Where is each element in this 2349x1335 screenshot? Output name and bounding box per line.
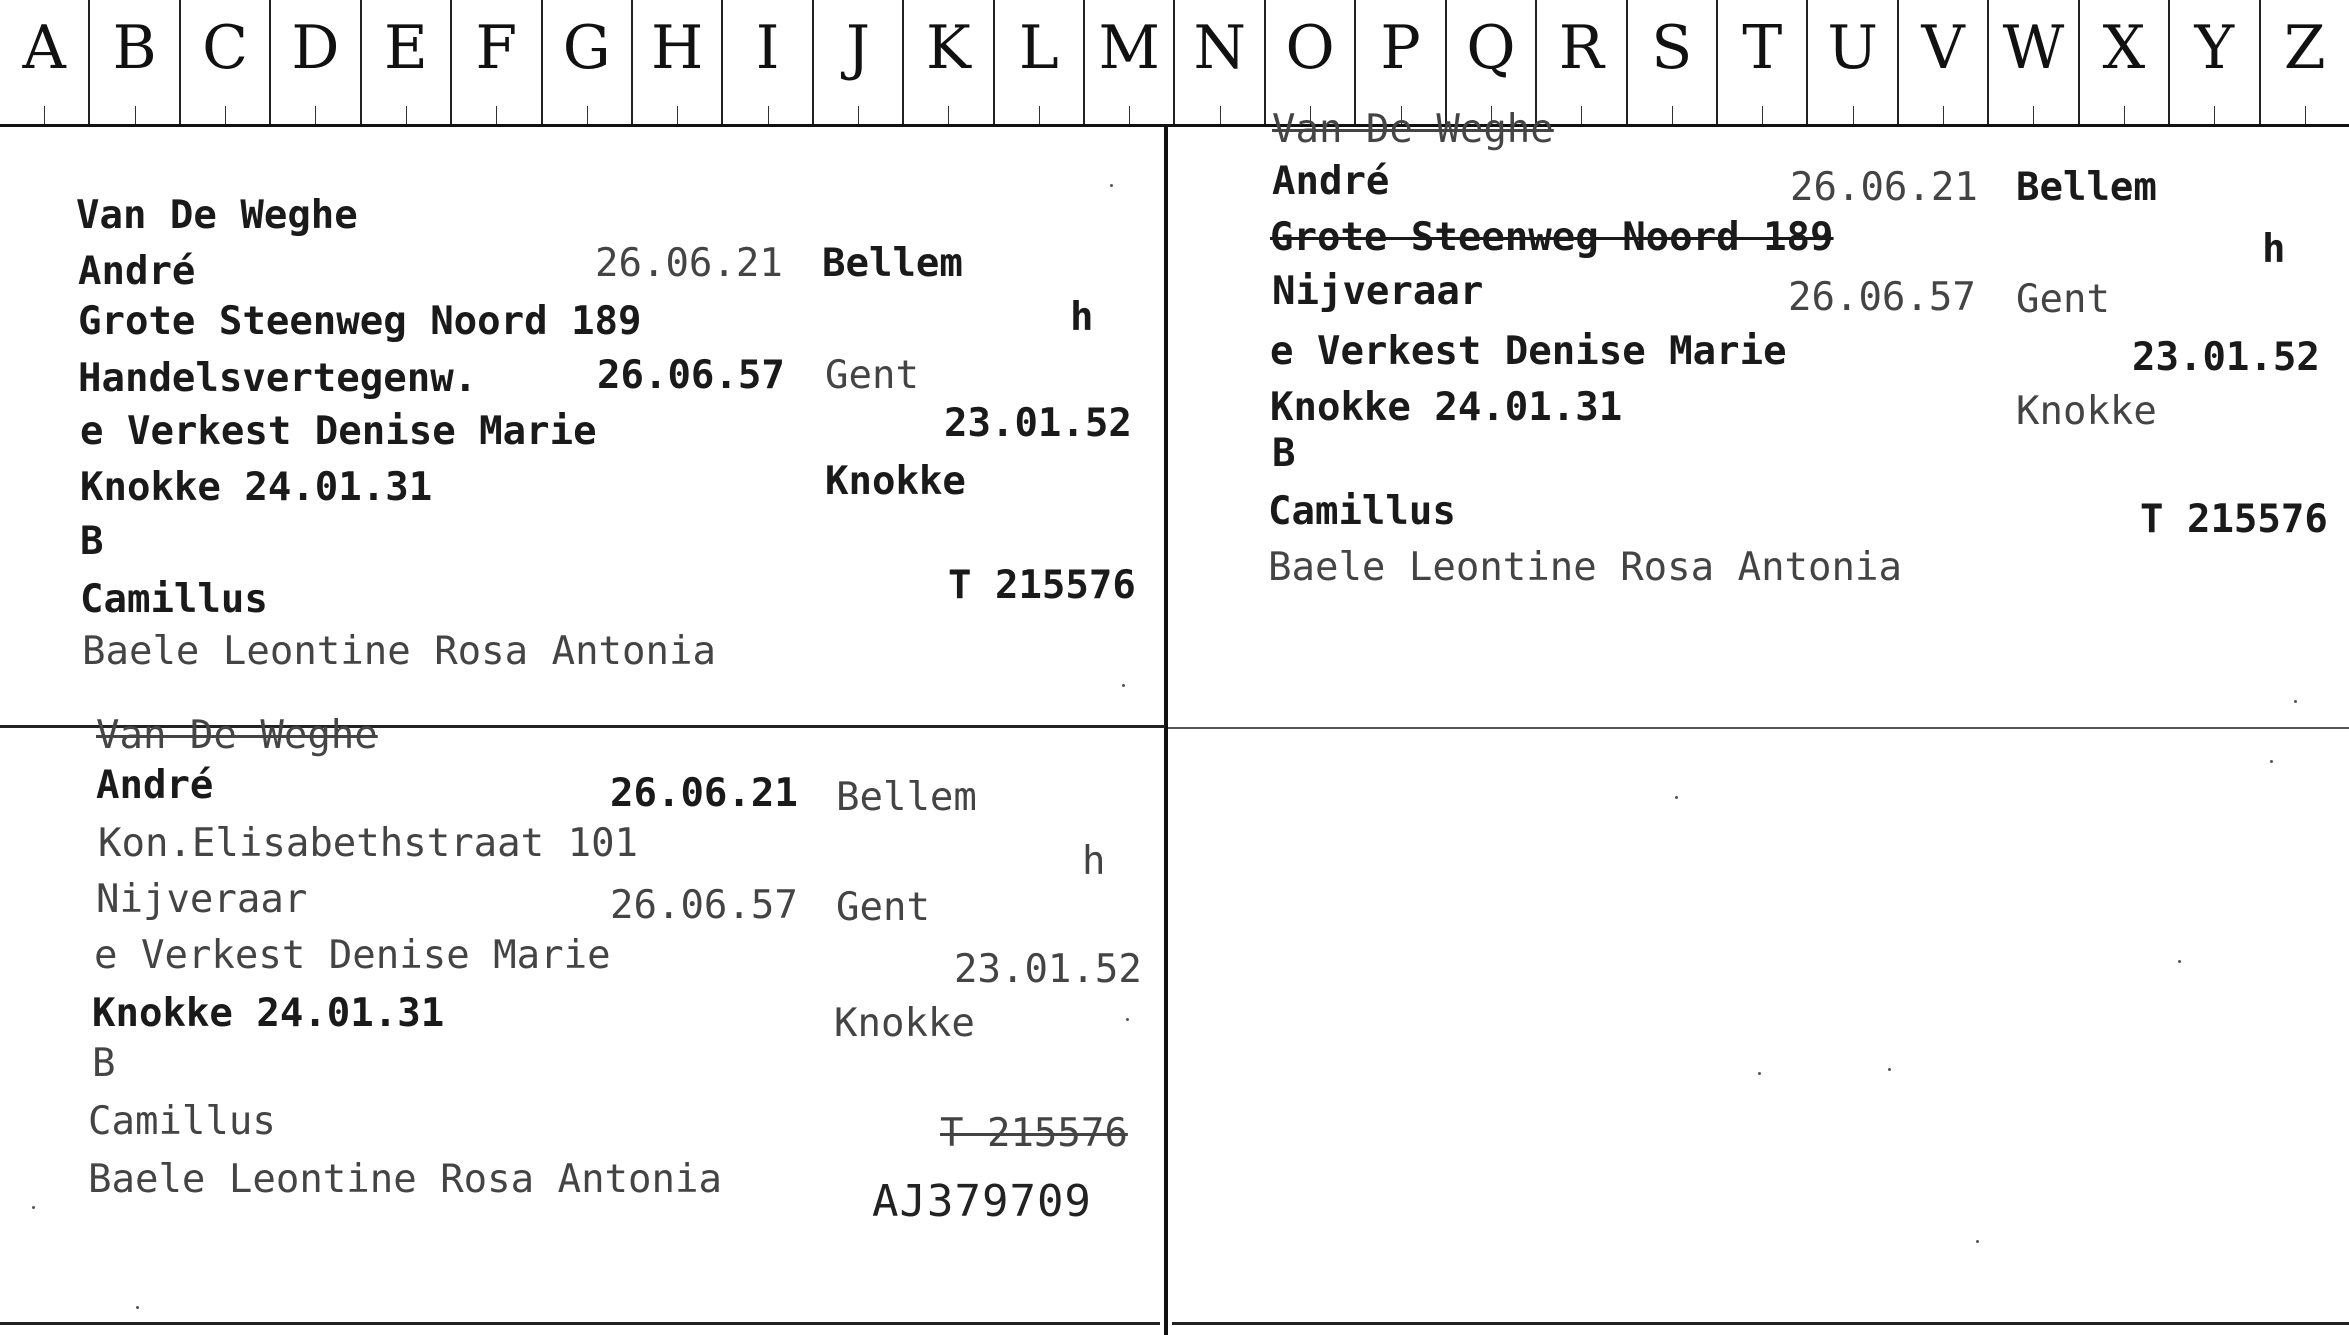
scan-speck xyxy=(1675,796,1678,799)
index-letter-n: N xyxy=(1175,0,1265,124)
index-letter-e: E xyxy=(362,0,452,124)
card-marriage-place: Gent xyxy=(2016,277,2110,322)
card-spouse-place: Knokke xyxy=(834,1001,975,1046)
card-birthdate: 26.06.21 xyxy=(595,241,783,286)
card-firstname: André xyxy=(1272,159,1390,204)
card-occupation: Nijveraar xyxy=(1272,269,1484,314)
card-address: Grote Steenweg Noord 189 xyxy=(1270,215,1834,260)
scan-speck xyxy=(1122,684,1125,687)
bottom-rule-left xyxy=(0,1322,1160,1325)
card-spouse-place: Knokke xyxy=(2016,389,2157,434)
index-letter-i: I xyxy=(723,0,813,124)
index-letter-o: O xyxy=(1266,0,1356,124)
card-code: B xyxy=(92,1041,116,1086)
card-address: Kon.Elisabethstraat 101 xyxy=(98,821,639,866)
center-divider xyxy=(1164,124,1168,1335)
card-birthplace: Bellem xyxy=(822,241,963,286)
scan-speck xyxy=(1126,1018,1129,1021)
index-letter-f: F xyxy=(452,0,542,124)
index-letter-g: G xyxy=(543,0,633,124)
card-spouse-date: 23.01.52 xyxy=(954,947,1142,992)
card-spouse-birth: Knokke 24.01.31 xyxy=(1270,385,1623,430)
card-spouse-birth: Knokke 24.01.31 xyxy=(92,991,445,1036)
card-firstname: André xyxy=(96,763,214,808)
card-code: B xyxy=(80,519,104,564)
scan-speck xyxy=(2270,760,2273,763)
scan-speck xyxy=(1758,1072,1761,1075)
card-birthplace: Bellem xyxy=(2016,165,2157,210)
card-marriage-place: Gent xyxy=(836,885,930,930)
scan-speck xyxy=(136,1306,139,1309)
card-marker: h xyxy=(2262,227,2286,272)
scan-speck xyxy=(1976,1240,1979,1243)
card-stamp-number: AJ379709 xyxy=(872,1176,1092,1227)
card-spouse: e Verkest Denise Marie xyxy=(80,409,597,454)
card-birthdate: 26.06.21 xyxy=(610,771,798,816)
card-father: Camillus xyxy=(88,1099,276,1144)
card-number: T 215576 xyxy=(2140,497,2328,542)
index-letter-z: Z xyxy=(2261,0,2349,124)
scan-speck xyxy=(2178,960,2181,963)
card-occupation: Handelsvertegenw. xyxy=(78,356,478,401)
index-letter-k: K xyxy=(904,0,994,124)
card-spouse-date: 23.01.52 xyxy=(2132,335,2320,380)
index-letter-m: M xyxy=(1085,0,1175,124)
index-letter-x: X xyxy=(2080,0,2170,124)
card-mother: Baele Leontine Rosa Antonia xyxy=(82,629,716,674)
card-marriage-date: 26.06.57 xyxy=(1788,275,1976,320)
index-letter-v: V xyxy=(1899,0,1989,124)
card-number: T 215576 xyxy=(948,563,1136,608)
card-spouse-place: Knokke xyxy=(825,459,966,504)
card-number: T 215576 xyxy=(940,1111,1128,1156)
card-occupation: Nijveraar xyxy=(96,877,308,922)
index-letter-j: J xyxy=(814,0,904,124)
card-marriage-place: Gent xyxy=(825,353,919,398)
card-address: Grote Steenweg Noord 189 xyxy=(78,299,642,344)
card-mother: Baele Leontine Rosa Antonia xyxy=(1268,545,1902,590)
scan-speck xyxy=(1110,184,1113,187)
card-birthdate: 26.06.21 xyxy=(1790,165,1978,210)
card-father: Camillus xyxy=(1268,489,1456,534)
row-divider-right xyxy=(1168,727,2349,729)
card-marriage-date: 26.06.57 xyxy=(597,353,785,398)
index-letter-u: U xyxy=(1808,0,1898,124)
card-surname: Van De Weghe xyxy=(96,713,378,758)
index-letter-b: B xyxy=(90,0,180,124)
card-father: Camillus xyxy=(80,577,268,622)
index-letter-r: R xyxy=(1537,0,1627,124)
index-letter-t: T xyxy=(1718,0,1808,124)
card-spouse-birth: Knokke 24.01.31 xyxy=(80,465,433,510)
card-birthplace: Bellem xyxy=(836,775,977,820)
scan-speck xyxy=(1888,1068,1891,1071)
card-surname: Van De Weghe xyxy=(1272,107,1554,152)
card-marker: h xyxy=(1070,295,1094,340)
index-letter-y: Y xyxy=(2170,0,2260,124)
card-spouse-date: 23.01.52 xyxy=(944,401,1132,446)
index-letter-l: L xyxy=(995,0,1085,124)
card-marker: h xyxy=(1082,839,1106,884)
index-letter-w: W xyxy=(1989,0,2079,124)
card-mother: Baele Leontine Rosa Antonia xyxy=(88,1157,722,1202)
index-letter-d: D xyxy=(271,0,361,124)
card-marriage-date: 26.06.57 xyxy=(610,883,798,928)
index-letter-q: Q xyxy=(1447,0,1537,124)
card-firstname: André xyxy=(78,249,196,294)
card-spouse: e Verkest Denise Marie xyxy=(1270,329,1787,374)
card-surname: Van De Weghe xyxy=(76,193,358,238)
card-code: B xyxy=(1272,431,1296,476)
scan-speck xyxy=(2294,700,2297,703)
index-letter-p: P xyxy=(1356,0,1446,124)
card-spouse: e Verkest Denise Marie xyxy=(94,933,611,978)
index-letter-a: A xyxy=(0,0,90,124)
scan-speck xyxy=(32,1206,35,1209)
bottom-rule-right xyxy=(1172,1322,2349,1325)
index-letter-h: H xyxy=(633,0,723,124)
alphabet-index-row xyxy=(0,0,2349,127)
index-letter-s: S xyxy=(1628,0,1718,124)
index-letter-c: C xyxy=(181,0,271,124)
